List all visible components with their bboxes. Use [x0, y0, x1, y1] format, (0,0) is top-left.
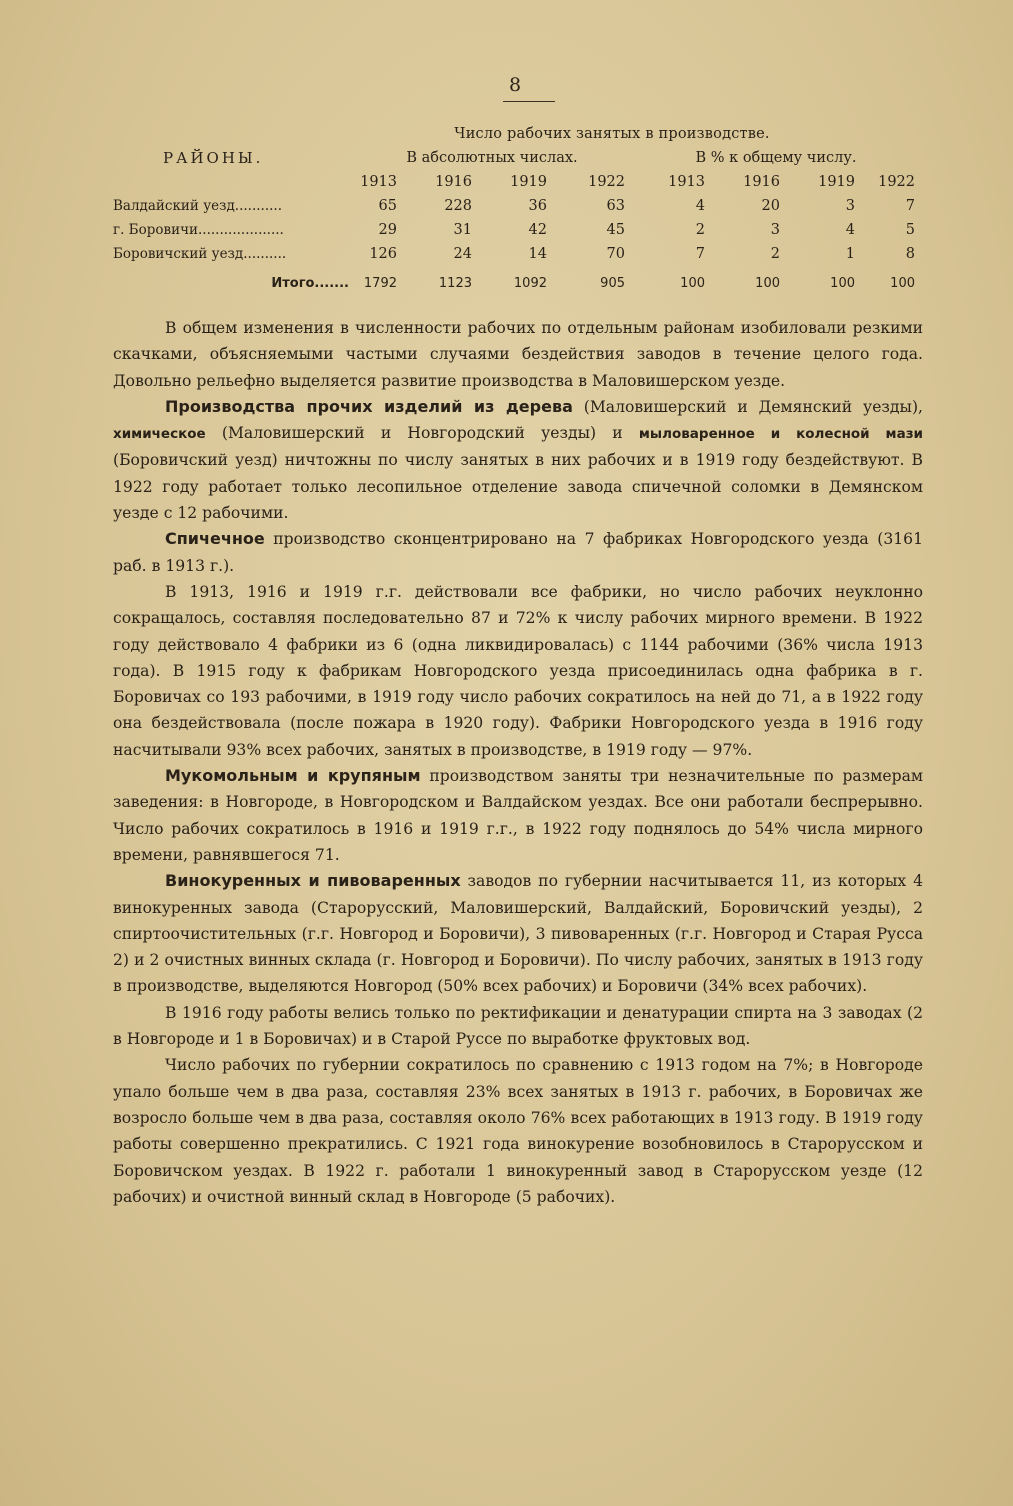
cell: 228 [444, 198, 472, 214]
bold-term: Винокуренных и пивоваренных [165, 871, 461, 891]
total-cell: 100 [830, 275, 855, 291]
paragraph [113, 526, 923, 579]
table-row [113, 194, 921, 218]
year-cell: 1922 [878, 174, 915, 190]
paragraph: В 1913, 1916 и 1919 г.г. действовали все фабрики, но число рабочих неуклонно сокращалось, составляя последовательно 87 и 72% к числу рабочих мирного времени. В 1922 году действовало 4 фабрики из 6 (одна ликвидировалась) с 1144 рабочими (36% числа 1913 года). В 1915 году к фабрикам Новгородского уезда присоединилась одна фабрика в г. Боровичах со 193 рабочими, в 1919 году число рабочих сократилось на ней до 71, а в 1922 году она бездействовала (после пожара в 1920 году). Фабрики Новгородского уезда в 1916 году насчитывали 93% всех рабочих, занятых в производстве, в 1919 году — 97%. [113, 582, 923, 759]
cell: 24 [453, 246, 472, 262]
page-number-rule [503, 101, 555, 102]
paragraph: Число рабочих по губернии сократилось по сравнению с 1913 годом на 7%; в Новгороде упало больше чем в два раза, составляя 23% всех занятых в 1913 г. рабочих, в Боровичах же возросло больше чем в два раза, составляя около 76% всех работающих в 1913 году. В 1919 году работы совершенно прекратились. С 1921 года винокурение возобновилось в Старорусском и Боровичском уездах. В 1922 г. работали 1 винокуренный завод в Старорусском уезде (12 рабочих) и очистной винный склад в Новгороде (5 рабочих). [113, 1056, 923, 1206]
total-cell: 1123 [438, 275, 472, 291]
year-cell: 1922 [588, 174, 625, 190]
year-cell: 1919 [510, 174, 547, 190]
paragraph [113, 763, 923, 868]
text-run: (Маловишерский и Новгородский уезды) и [205, 424, 639, 443]
total-leader: ....... [314, 275, 349, 291]
cell: 8 [905, 246, 915, 262]
percent-header: В % к общему числу. [695, 150, 857, 166]
year-cell: 1916 [435, 174, 472, 190]
total-row [113, 266, 921, 300]
table-row [113, 242, 921, 266]
paragraph: В общем изменения в численности рабочих по отдельным районам изобиловали резкими скачками, объясняемыми частыми случаями бездействия заводов в течение целого года. Довольно рельефно выделяется развитие производства в Маловишерском уезде. [113, 319, 923, 390]
cell: 2 [770, 246, 780, 262]
year-cell: 1913 [668, 174, 705, 190]
row-label: Валдайский уезд [113, 198, 235, 214]
bold-term: химическое [113, 426, 206, 443]
bold-term: Производства прочих изделий из дерева [165, 396, 573, 416]
total-cell: 100 [680, 275, 705, 291]
cell: 1 [845, 246, 855, 262]
text-run: производством заняты три незначительные по размерам заведения: в Новгороде, в Новгородском и Валдайском уездах. Все они работали беспрерывно. Число рабочих сократилось в 1916 и 1919 г.г., в 1922 году поднялось до 54% числа мирного времени, равнявшегося 71. [113, 767, 923, 864]
text-run: заводов по губернии насчитывается 11, из которых 4 винокуренных завода (Старорусский, Маловишерский, Валдайский, Боровичский уезды), 2 спиртоочистительных (г.г. Новгород и Боровичи), 3 пивоваренных (г.г. Новгород и Старая Русса 2) и 2 очистных винных склада (г. Новгород и Боровичи). По числу рабочих, занятых в 1913 году в производстве, выделяются Новгород (50% всех рабочих) и Боровичи (34% всех рабочих). [113, 872, 924, 996]
paragraph [113, 394, 923, 526]
paragraph [113, 868, 923, 999]
cell: 4 [695, 198, 705, 214]
cell: 70 [606, 246, 625, 262]
bold-term: Мукомольным и крупяным [165, 766, 421, 786]
cell: 2 [695, 222, 705, 238]
cell: 5 [905, 222, 915, 238]
workers-table [113, 122, 921, 300]
year-cell: 1913 [360, 174, 397, 190]
total-cell: 100 [890, 275, 915, 291]
page-number: 8 [508, 74, 522, 96]
years-row [113, 170, 921, 194]
body-text [113, 315, 923, 1210]
cell: 63 [606, 198, 625, 214]
paragraph: В 1916 году работы велись только по ректификации и денатурации спирта на 3 заводах (2 в Новгороде и 1 в Боровичах) и в Старой Руссе по выработке фруктовых вод. [113, 1003, 923, 1049]
bold-term: Спичечное [165, 529, 265, 549]
cell: 20 [761, 198, 780, 214]
cell: 42 [528, 222, 547, 238]
text-run: (Маловишерский и Демянский уезды), [572, 397, 923, 416]
cell: 3 [845, 198, 855, 214]
year-cell: 1919 [818, 174, 855, 190]
cell: 4 [845, 222, 855, 238]
table-row [113, 218, 921, 242]
text-run: (Боровичский уезд) ничтожны по числу занятых в них рабочих и в 1919 году бездействуют. В 1922 году работает только лесопильное отделение завода спичечной соломки в Демянском уезде с 12 рабочими. [113, 451, 923, 523]
cell: 36 [528, 198, 547, 214]
total-cell: 100 [755, 275, 780, 291]
regions-header: РАЙОНЫ. [163, 149, 264, 167]
row-leader: .......... [243, 246, 287, 262]
row-label: г. Боровичи [113, 222, 198, 238]
year-cell: 1916 [743, 174, 780, 190]
cell: 3 [770, 222, 780, 238]
row-label: Боровичский уезд [113, 246, 244, 262]
total-label: Итого [271, 275, 315, 291]
text-run: производство сконцентрировано на 7 фабриках Новгородского уезда (3161 раб. в 1913 г.). [113, 530, 923, 575]
absolute-header: В абсолютных числах. [406, 150, 578, 166]
cell: 7 [695, 246, 705, 262]
cell: 7 [905, 198, 915, 214]
total-cell: 1092 [513, 275, 547, 291]
cell: 126 [369, 246, 397, 262]
cell: 29 [378, 222, 397, 238]
total-cell: 905 [600, 275, 625, 291]
row-leader: ........... [234, 198, 283, 214]
cell: 65 [378, 198, 397, 214]
row-leader: .................... [198, 222, 284, 238]
cell: 31 [453, 222, 472, 238]
total-cell: 1792 [363, 275, 397, 291]
bold-term: мыловаренное и колесной мази [638, 426, 923, 443]
cell: 45 [606, 222, 625, 238]
table-caption: Число рабочих занятых в производстве. [454, 126, 770, 142]
cell: 14 [528, 246, 547, 262]
